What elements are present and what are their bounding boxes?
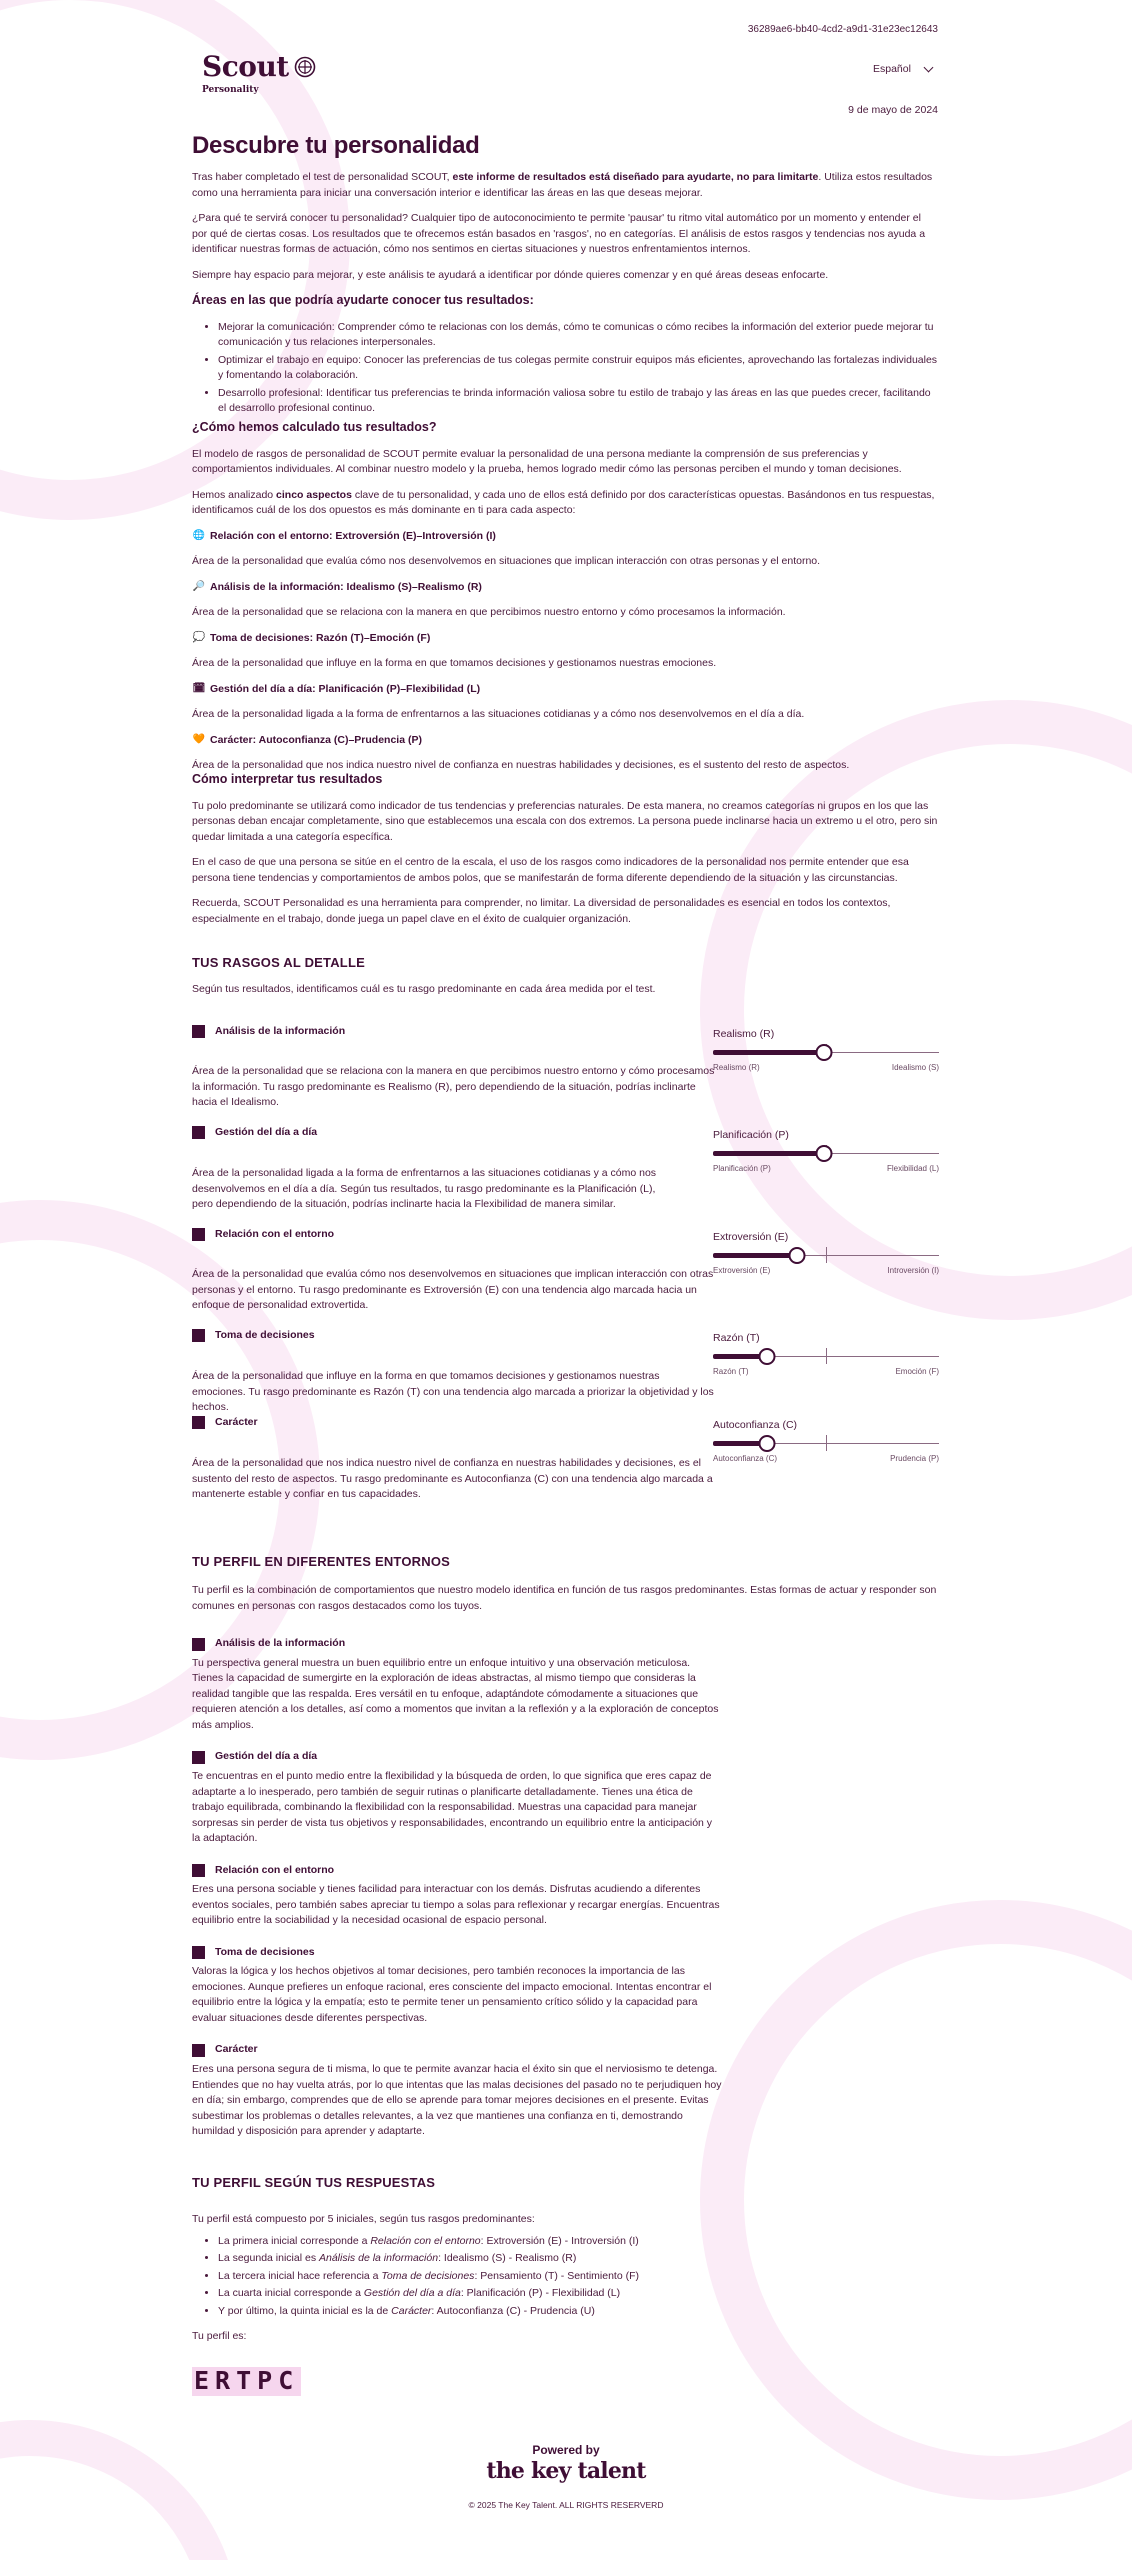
trait-description: Área de la personalidad que evalúa cómo nos desenvolvemos en situaciones que implican interacción con otras personas y el entorno. Tu rasgo predominante es Extroversión (E) con una tendencia algo marcada hacia un enfoque de personalidad extrovertida.	[192, 1268, 714, 1312]
detail-title: TUS RASGOS AL DETALLE	[192, 955, 365, 970]
square-icon	[192, 1228, 205, 1241]
square-icon	[192, 1329, 205, 1342]
key-talent-logo: the key talent	[486, 2457, 646, 2484]
interpret-section	[192, 770, 938, 937]
list-item: • Desarrollo profesional: Identificar tus preferencias te brinda información valiosa sobre tu estilo de trabajo y las áreas en las que puedes crecer, facilitando el desarrollo profesional continuo.	[218, 386, 938, 417]
list-item: • La cuarta inicial corresponde a Gestión del día a día: Planificación (P) - Flexibilidad (L)	[218, 2286, 938, 2302]
intro-section	[192, 170, 938, 293]
profile-text: Te encuentras en el punto medio entre la flexibilidad y la búsqueda de orden, lo que significa que eres capaz de adaptarte a lo inesperado, pero también de seguir rutinas o planificarte detalladamente. Tienes una ética de trabajo equilibrada, combinando la flexibilidad con la responsabilidad. Muestras una capacidad para manejar sorpresas sin perder de vista tus objetivos y responsabilidades, encontrando un equilibrio entre la anticipación y la adaptación.	[192, 1770, 713, 1845]
aspect-description: Área de la personalidad que influye en la forma en que tomamos decisiones y gestionamos nuestras emociones.	[192, 657, 717, 670]
magnifier-icon: 🔎	[192, 581, 206, 593]
compass-icon	[294, 56, 316, 78]
trait-heading: Carácter	[192, 2042, 938, 2058]
aspect-description: Área de la personalidad ligada a la forma de enfrentarnos a las situaciones cotidianas y a cómo nos desenvolvemos en el día a día.	[192, 708, 805, 721]
slider-knob	[815, 1145, 832, 1162]
aspect-title: 🌐 Relación con el entorno: Extroversión (E)–Introversión (I)	[192, 529, 938, 545]
slider-label: Razón (T)	[713, 1332, 760, 1344]
list-item: • La tercera inicial hace referencia a Toma de decisiones: Pensamiento (T) - Sentimiento (F)	[218, 2269, 938, 2285]
intro-paragraph: ¿Para qué te servirá conocer tu personalidad? Cualquier tipo de autoconocimiento te permite 'pausar' tu ritmo vital automático por un momento y entender el por qué de ciertas cosas. Los resultados que te ofrecemos están basados en 'rasgos', no en categorías. El análisis de estos rasgos y tendencias nos ayuda a identificar nuestras formas de actuación, cómo nos sentimos en ciertas situaciones y nuestros enfrentamientos internos.	[192, 212, 926, 256]
list-item: • Mejorar la comunicación: Comprender cómo te relacionas con los demás, cómo te comunicas o cómo recibes la información del exterior puede mejorar tu comunicación y tus relaciones interpersonales.	[218, 320, 938, 351]
trait-heading: Gestión del día a día	[192, 1749, 938, 1765]
footer-brand	[0, 2442, 1132, 2483]
scout-logo	[202, 46, 316, 98]
report-id: 36289ae6-bb40-4cd2-a9d1-31e23ec12643	[747, 24, 938, 35]
calendar-icon: 🗓	[192, 683, 206, 695]
interpret-paragraph: Recuerda, SCOUT Personalidad es una herramienta para comprender, no limitar. La diversidad de personalidades es esencial en todos los contextos, especialmente en el trabajo, donde juega un papel clave en el éxito de cualquier organización.	[192, 897, 891, 925]
slider-left-pole: Razón (T)	[713, 1366, 749, 1376]
slider-left-pole: Extroversión (E)	[713, 1265, 771, 1275]
slider-fill	[713, 1050, 824, 1055]
trait-heading: Relación con el entorno	[192, 1863, 938, 1879]
method-title: ¿Cómo hemos calculado tus resultados?	[192, 420, 437, 434]
detail-intro: Según tus resultados, identificamos cuál es tu rasgo predominante en cada área medida por el test.	[192, 983, 656, 996]
slider-right-pole: Emoción (F)	[895, 1366, 939, 1376]
square-icon	[192, 2044, 205, 2057]
intro-paragraph: Siempre hay espacio para mejorar, y este análisis te ayudará a identificar por dónde quieres comenzar y en qué áreas deseas enfocarte.	[192, 268, 829, 281]
square-icon	[192, 1751, 205, 1764]
trait-heading: Carácter	[192, 1415, 258, 1431]
thought-icon: 💭	[192, 632, 206, 644]
list-item: • Y por último, la quinta inicial es la de Carácter: Autoconfianza (C) - Prudencia (U)	[218, 2304, 938, 2320]
slider-right-pole: Introversión (I)	[887, 1265, 939, 1275]
profile-text: Eres una persona segura de ti misma, lo que te permite avanzar hacia el éxito sin que el nerviosismo te detenga. Entiendes que no hay vuelta atrás, por lo que intentas que las malas decisiones del pasado no te perjudiquen hoy en día; sin embargo, comprendes que de ello se aprende para tomar mejores decisiones en el presente. Evitas subestimar los problemas o detalles relevantes, a la vez que mantienes una confianza en ti, demostrando humildad y disposición para aprender y adaptarte.	[192, 2062, 722, 2138]
profile-env-title: TU PERFIL EN DIFERENTES ENTORNOS	[192, 1554, 451, 1569]
slider-right-pole: Flexibilidad (L)	[886, 1163, 939, 1173]
profile-answers-section	[192, 2173, 938, 2396]
profile-env-section	[192, 1552, 938, 2150]
trait-description: Área de la personalidad ligada a la forma de enfrentarnos a las situaciones cotidianas y a cómo nos desenvolvemos en el día a día. Según tus resultados, tu rasgo predominante es la Planificación (L), pero dependiendo de la situación, podrías inclinarte hacia la Flexibilidad de manera similar.	[192, 1167, 657, 1211]
slider-knob	[759, 1348, 776, 1365]
square-icon	[192, 1638, 205, 1651]
square-icon	[192, 1946, 205, 1959]
aspect-description: Área de la personalidad que se relaciona con la manera en que percibimos nuestro entorno y cómo procesamos la información.	[192, 606, 786, 619]
trait-heading: Toma de decisiones	[192, 1945, 938, 1961]
logo-word: Scout	[202, 50, 289, 83]
profile-text: Tu perspectiva general muestra un buen equilibrio entre un enfoque intuitivo y una observación meticulosa. Tienes la capacidad de sumergirte en la exploración de ideas abstractas, al mismo tiempo que consideras la realidad tangible que las respalda. Eres versátil en tu enfoque, adaptándote cómodamente a situaciones que requieren atención a los detalles, así como a momentos que invitan a la reflexión y a la exploración de conceptos más amplios.	[192, 1656, 719, 1731]
globe-icon: 🌐	[192, 529, 206, 541]
list-item: • La primera inicial corresponde a Relación con el entorno: Extroversión (E) - Introversión (I)	[218, 2234, 938, 2250]
slider-left-pole: Realismo (R)	[713, 1062, 760, 1072]
language-label: Español	[873, 63, 911, 75]
trait-description: Área de la personalidad que influye en la forma en que tomamos decisiones y gestionamos nuestras emociones. Tu rasgo predominante es Razón (T) con una tendencia algo marcada a priorizar la objetividad y los hechos.	[192, 1370, 714, 1414]
slider-fill	[713, 1253, 797, 1258]
slider-right-pole: Idealismo (S)	[891, 1062, 939, 1072]
profile-text: Valoras la lógica y los hechos objetivos al tomar decisiones, pero también reconoces la importancia de las emociones. Aunque prefieres un enfoque racional, eres consciente del impacto emocional. Intentas encontrar el equilibrio entre la lógica y la empatía; esto te permite tener un pensamiento crítico sólido y la capacidad para evaluar situaciones desde diferentes perspectivas.	[192, 1965, 712, 2024]
trait-slider	[713, 1331, 939, 1377]
slider-fill	[713, 1151, 824, 1156]
slider-knob	[759, 1435, 776, 1452]
page-title: Descubre tu personalidad	[192, 132, 480, 159]
slider-label: Autoconfianza (C)	[713, 1419, 798, 1431]
profile-env-intro: Tu perfil es la combinación de comportamientos que nuestro modelo identifica en función de tus rasgos predominantes. Estas formas de actuar y responder son comunes en personas con rasgos destacados como los tuyos.	[192, 1584, 937, 1612]
intro-paragraph: Tras haber completado el test de personalidad SCOUT, este informe de resultados está diseñado para ayudarte, no para limitarte. Utiliza estos resultados como una herramienta para iniciar una conversación interior e identificar las áreas en las que deseas mejorar.	[192, 171, 933, 199]
copyright: © 2025 The Key Talent. ALL RIGHTS RESERVERD	[468, 2500, 664, 2510]
method-paragraph: El modelo de rasgos de personalidad de SCOUT permite evaluar la personalidad de una persona mediante la comprensión de sus preferencias y comportamientos individuales. Al combinar nuestro modelo y la prueba, hemos logrado medir cómo las personas perciben el mundo y toman decisiones.	[192, 447, 902, 476]
profile-code: ERTPC	[194, 2365, 300, 2395]
aspect-description: Área de la personalidad que nos indica nuestro nivel de confianza en nuestras habilidades y decisiones, es el sustento del resto de aspectos.	[192, 759, 850, 772]
list-item: • La segunda inicial es Análisis de la información: Idealismo (S) - Realismo (R)	[218, 2251, 938, 2267]
profile-label: Tu perfil es:	[192, 2330, 247, 2343]
slider-left-pole: Autoconfianza (C)	[713, 1453, 778, 1463]
list-item: • Optimizar el trabajo en equipo: Conocer las preferencias de tus colegas permite construir equipos más eficientes, aprovechando las fortalezas individuales y fomentando la colaboración.	[218, 353, 938, 384]
aspect-title: 💭 Toma de decisiones: Razón (T)–Emoción (F)	[192, 631, 938, 647]
method-section	[192, 418, 938, 784]
trait-heading: Toma de decisiones	[192, 1328, 315, 1344]
interpret-title: Cómo interpretar tus resultados	[192, 772, 383, 786]
slider-label: Extroversión (E)	[713, 1231, 789, 1243]
trait-heading: Gestión del día a día	[192, 1125, 317, 1141]
areas-title: Áreas en las que podría ayudarte conocer tus resultados:	[192, 293, 534, 307]
aspect-title: 🔎 Análisis de la información: Idealismo (S)–Realismo (R)	[192, 580, 938, 596]
slider-label: Realismo (R)	[713, 1028, 775, 1040]
aspect-title: 🧡 Carácter: Autoconfianza (C)–Prudencia (P)	[192, 733, 938, 749]
slider-knob	[788, 1247, 805, 1264]
trait-slider	[713, 1027, 939, 1073]
trait-slider	[713, 1128, 939, 1174]
profile-text: Eres una persona sociable y tienes facilidad para interactuar con los demás. Disfrutas acudiendo a diferentes eventos sociales, pero también sabes apreciar tu tiempo a solas para reflexionar y recargar energías. Encuentras equilibrio entre la sociabilidad y la necesidad ocasional de espacio personal.	[192, 1883, 720, 1927]
logo-subtitle: Personality	[202, 85, 259, 96]
slider-label: Planificación (P)	[713, 1129, 789, 1141]
chevron-down-icon	[924, 63, 934, 73]
trait-slider	[713, 1418, 939, 1464]
square-icon	[192, 1025, 205, 1038]
square-icon	[192, 1864, 205, 1877]
slider-left-pole: Planificación (P)	[713, 1163, 771, 1173]
interpret-paragraph: Tu polo predominante se utilizará como indicador de tus tendencias y preferencias naturales. De esta manera, no creamos categorías ni grupos en los que las personas deban encajar completamente, sino que establecemos una escala con dos extremos. La persona puede inclinarse hacia un extremo u el otro, pero sin quedar limitada a una categoría específica.	[192, 799, 938, 843]
trait-heading: Análisis de la información	[192, 1636, 938, 1652]
trait-heading: Relación con el entorno	[192, 1227, 334, 1243]
report-date: 9 de mayo de 2024	[848, 104, 938, 116]
trait-description: Área de la personalidad que se relaciona con la manera en que percibimos nuestro entorno y cómo procesamos la información. Tu rasgo predominante es Realismo (R), pero dependiendo de la situación, podrías inclinarte hacia el Idealismo.	[192, 1065, 715, 1109]
slider-right-pole: Prudencia (P)	[890, 1453, 939, 1463]
square-icon	[192, 1416, 205, 1429]
profile-answers-title: TU PERFIL SEGÚN TUS RESPUESTAS	[192, 2175, 436, 2190]
aspect-title: 🗓 Gestión del día a día: Planificación (P)–Flexibilidad (L)	[192, 682, 938, 698]
heart-icon: 🧡	[192, 734, 206, 746]
square-icon	[192, 1126, 205, 1139]
interpret-paragraph: En el caso de que una persona se sitúe en el centro de la escala, el uso de los rasgos como indicadores de la personalidad nos permite entender que esa persona tiene tendencias y comportamientos de ambos polos, que se manifestarán de forma diferente dependiendo de la situación y las circunstancias.	[192, 856, 909, 884]
method-paragraph: Hemos analizado cinco aspectos clave de tu personalidad, y cada uno de ellos está definido por dos características opuestas. Basándonos en tus respuestas, identificamos cuál de los dos opuestos es más dominante en ti para cada aspecto:	[192, 488, 935, 517]
language-selector[interactable]	[873, 62, 932, 78]
powered-by-label: Powered by	[532, 2443, 600, 2457]
aspect-description: Área de la personalidad que evalúa cómo nos desenvolvemos en situaciones que implican interacción con otras personas y el entorno.	[192, 555, 821, 568]
trait-heading: Análisis de la información	[192, 1024, 345, 1040]
slider-knob	[815, 1044, 832, 1061]
areas-section	[192, 291, 938, 425]
trait-slider	[713, 1230, 939, 1276]
profile-answers-intro: Tu perfil está compuesto por 5 iniciales, según tus rasgos predominantes:	[192, 2213, 535, 2226]
trait-description: Área de la personalidad que nos indica nuestro nivel de confianza en nuestras habilidades y decisiones, es el sustento del resto de aspectos. Tu rasgo predominante es Autoconfianza (C) con una tendencia algo marcada a mantenerte estable y confiar en tus capacidades.	[192, 1457, 713, 1501]
